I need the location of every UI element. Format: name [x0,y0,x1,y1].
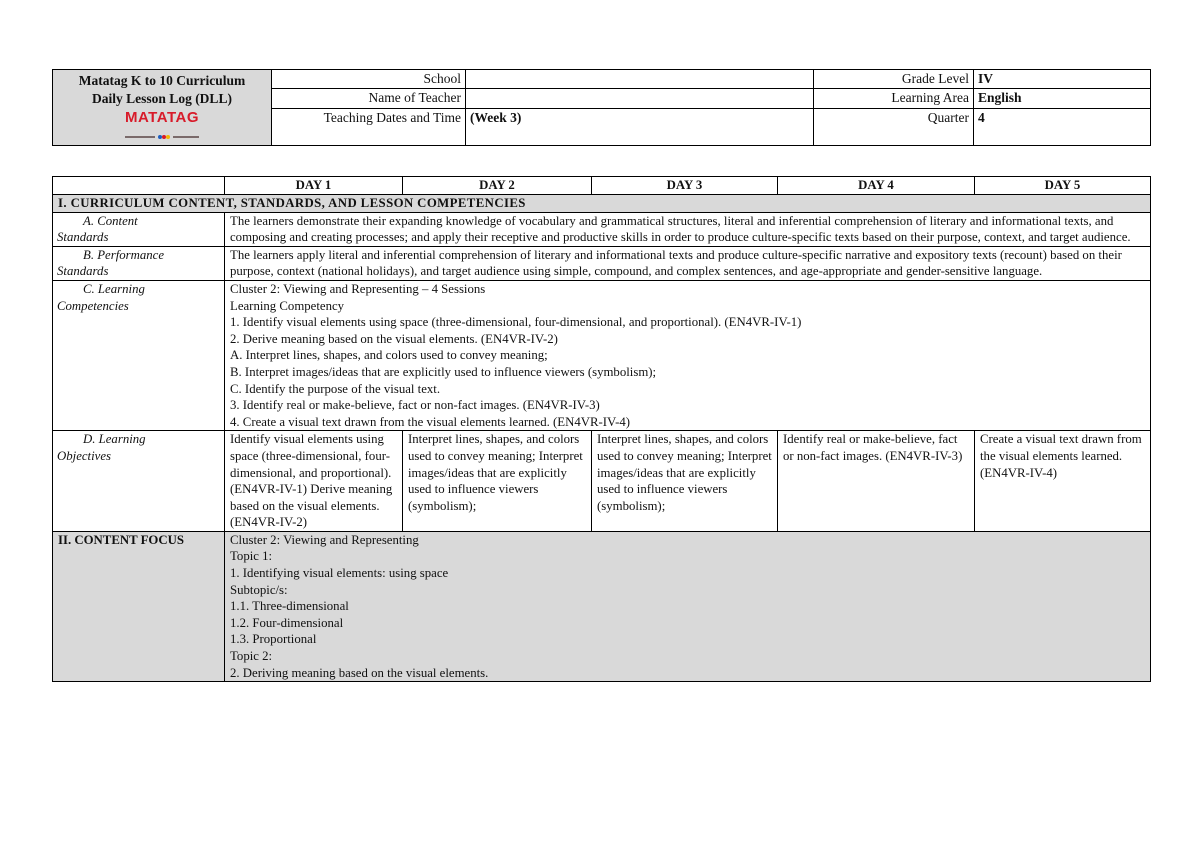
list-item: Cluster 2: Viewing and Representing – 4 Sessions [230,281,486,296]
content-standards-text: The learners demonstrate their expanding knowledge of vocabulary and grammatical structures, literal and inferential comprehension of literary and informational texts, and composing and creating processes; and apply their receptive and productive skills in order to produce culture-specific texts based on their purpose, context, and target audience. [225,212,1151,246]
logo-emblem-icon [158,134,170,140]
matatag-logo [125,110,200,133]
list-item: Topic 2: [230,649,273,664]
learning-objectives-label [53,431,225,532]
list-item: 1.2. Four-dimensional [230,615,344,630]
list-item: Subtopic/s: [230,582,288,597]
grade-level-value[interactable]: IV [974,70,1151,89]
performance-standards-text: The learners apply literal and inferential comprehension of literary and informational texts and produce culture-specific narrative and expository texts (recount) based on their purpose, context (national holidays), and target audience using simple, compound, and complex sentences, and age-appropriate and gender-sensitive language. [225,246,1151,280]
performance-standards-label [53,246,225,280]
day-3-header: DAY 3 [592,177,778,195]
list-item: 1. Identify visual elements using space (three-dimensional, four-dimensional, and proportional). (EN4VR-IV-1) [230,315,802,330]
performance-standards-label-line2: Standards [57,264,109,279]
quarter-label: Quarter [814,108,974,146]
learning-objectives-label-line2: Objectives [57,448,112,463]
list-item: 2. Derive meaning based on the visual elements. (EN4VR-IV-2) [230,331,558,346]
list-item: C. Identify the purpose of the visual text. [230,381,441,396]
curriculum-title: Matatag K to 10 Curriculum [78,73,246,88]
learning-objectives-label-line1: D. Learning [83,432,146,447]
matatag-logo-text: MATATAG [124,109,200,126]
day-2-header: DAY 2 [403,177,592,195]
objective-day-4: Identify real or make-believe, fact or non-fact images. (EN4VR-IV-3) [778,431,975,532]
performance-standards-label-line1: B. Performance [83,247,165,262]
list-item: 4. Create a visual text drawn from the visual elements learned. (EN4VR-IV-4) [230,414,631,429]
dll-title: Daily Lesson Log (DLL) [92,91,232,106]
list-item: 2. Deriving meaning based on the visual elements. [230,665,489,680]
list-item: Topic 1: [230,549,273,564]
content-focus-label: II. CONTENT FOCUS [53,531,225,681]
learning-area-label: Learning Area [814,89,974,108]
list-item: 1.1. Three-dimensional [230,599,349,614]
list-item: Cluster 2: Viewing and Representing [230,532,419,547]
content-standards-label-line2: Standards [57,230,109,245]
learning-competencies-list [225,280,1151,430]
day-4-header: DAY 4 [778,177,975,195]
content-standards-label-line1: A. Content [83,213,138,228]
curriculum-title-cell [53,70,272,146]
objective-day-5: Create a visual text drawn from the visual elements learned. (EN4VR-IV-4) [975,431,1151,532]
day-5-header: DAY 5 [975,177,1151,195]
learning-competencies-label [53,280,225,430]
quarter-value[interactable]: 4 [974,108,1151,146]
list-item: 3. Identify real or make-believe, fact or non-fact images. (EN4VR-IV-3) [230,398,600,413]
day-header-blank [53,177,225,195]
section-1-heading: I. CURRICULUM CONTENT, STANDARDS, AND LESSON COMPETENCIES [53,195,1151,213]
list-item: 1. Identifying visual elements: using space [230,566,449,581]
teacher-field[interactable] [466,89,814,108]
dates-value[interactable]: (Week 3) [466,108,814,146]
objective-day-3: Interpret lines, shapes, and colors used to convey meaning; Interpret images/ideas that are explicitly used to influence viewers (symbolism); [592,431,778,532]
dates-label: Teaching Dates and Time [272,108,466,146]
logo-tagline [125,127,200,133]
learning-competencies-label-line2: Competencies [57,298,129,313]
list-item: A. Interpret lines, shapes, and colors used to convey meaning; [230,348,548,363]
lesson-log-table [52,176,1151,682]
learning-area-value[interactable]: English [974,89,1151,108]
grade-level-label: Grade Level [814,70,974,89]
list-item: B. Interpret images/ideas that are explicitly used to influence viewers (symbolism); [230,364,657,379]
school-label: School [272,70,466,89]
objective-day-2: Interpret lines, shapes, and colors used to convey meaning; Interpret images/ideas that are explicitly used to influence viewers (symbolism); [403,431,592,532]
objective-day-1: Identify visual elements using space (three-dimensional, four-dimensional, and proportional). (EN4VR-IV-1) Derive meaning based on the visual elements. (EN4VR-IV-2) [225,431,403,532]
content-focus-list [225,531,1151,681]
list-item: Learning Competency [230,298,345,313]
learning-competencies-label-line1: C. Learning [83,281,145,296]
school-field[interactable] [466,70,814,89]
content-standards-label [53,212,225,246]
list-item: 1.3. Proportional [230,632,317,647]
day-1-header: DAY 1 [225,177,403,195]
teacher-label: Name of Teacher [272,89,466,108]
header-table [52,69,1151,146]
